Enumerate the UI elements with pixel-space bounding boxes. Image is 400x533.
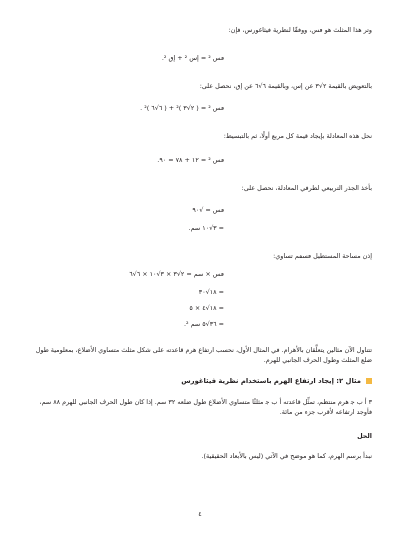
equation-area-d: = ‎٣٦√٥ سم ².: [183, 320, 224, 328]
equation-root-a: ٯس = ‎√٩٠: [192, 206, 224, 214]
equation-pythagoras: ‏ٯس ² = ‎إس ² + إٯ ²‎.: [161, 54, 224, 62]
page-number: ٤: [198, 510, 202, 518]
intro-paragraph: تتناول الآن مثالين يتعلَّقان بالأهرام. في المثال الأول، نحسب ارتفاع هرم قاعدته على شكل مثلث متساوي الأضلاع، بمعلومية طول ضلع المثلث وطول الحرف الجانبي للهرم.: [35, 346, 372, 364]
text-line-simplify: نحل هذه المعادلة بإيجاد قيمة كل مربع أولًا، ثم بالتبسيط:: [223, 132, 372, 140]
solution-text: نبدأ برسم الهرم، كما هو موضح في الآتي (ليس بالأبعاد الحقيقية).: [201, 452, 372, 460]
equation-area-c: = ‎١٨√٤ × ٥: [189, 304, 224, 312]
equation-sum: ٯس ² = ١٢ + ٧٨ = ٩٠.: [157, 156, 224, 164]
solution-label: الحل: [357, 432, 372, 440]
text-line-area: إذن مساحة المستطيل ٯسٯم تساوي:: [273, 252, 372, 260]
equation-root-b: = ‎٣√١٠‎ سم.: [188, 224, 224, 232]
equation-substituted: ٯس ² = ‎( ٢√٣ )² + ( ٦√٦ )²‎ .: [140, 104, 224, 112]
example-heading-text: مثال ٢: إيجاد ارتفاع الهرم باستخدام نظرية فيثاغورس: [181, 377, 361, 385]
text-line-square-root: بأخذ الجذر التربيعي لطرفي المعادلة، نحصل على:: [241, 184, 372, 192]
example-marker-icon: [366, 378, 372, 384]
equation-area-a: ٯس × سم = ‎٢√٣ × ٣√١٠ × ٦√٦: [129, 270, 224, 278]
text-line-substitution: بالتعويض بالقيمة ‎٢√٣‎ عن إس، وبالقيمة ‎٦√٦‎ عن إٯ، نحصل على:: [199, 82, 372, 90]
equation-area-b: = ‎١٨√٣٠: [198, 288, 224, 296]
example-body: ٣ أ ب ﺟ هرم منتظم، تمثِّل قاعدته أ ب ﺟ مثلثًا متساوي الأضلاع طول ضلعه ٣٢ سم. إذا كان طول الحرف الجانبي للهرم ٨٨ سم، فأوجد ارتفاعه لأقرب جزء من مائة.: [39, 398, 372, 416]
example-heading: [181, 376, 372, 386]
text-line-hypotenuse: وتر هذا المثلث هو ‎ٯ‎س، ووفقًا لنظرية فيثاغورس، فإن:: [228, 26, 372, 34]
